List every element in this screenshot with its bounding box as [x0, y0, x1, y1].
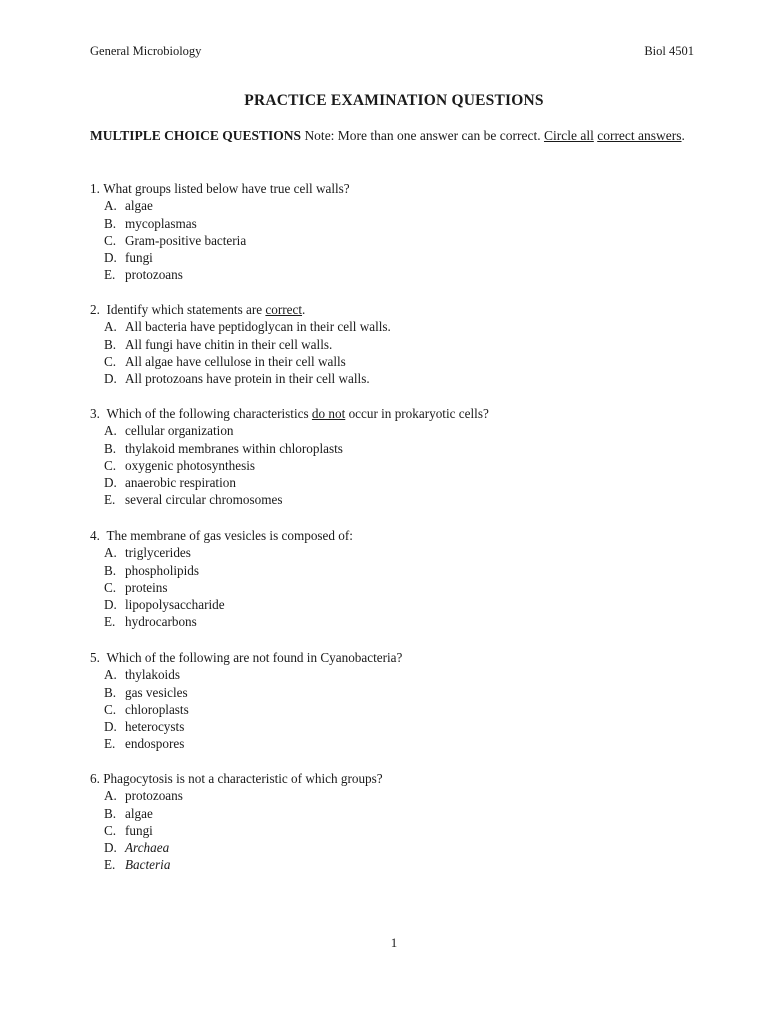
option-e: [90, 856, 710, 873]
question-text-suffix: occur in prokaryotic cells?: [345, 406, 489, 421]
option-letter: C.: [104, 701, 117, 717]
option-letter: C.: [104, 232, 117, 248]
option-d: [90, 839, 710, 856]
option-c: [90, 701, 710, 718]
option-letter: A.: [104, 788, 117, 804]
question-text: Which of the following are not found in Cyanobacteria?: [106, 650, 403, 665]
option-a: [90, 197, 710, 214]
option-text: protozoans: [125, 788, 183, 804]
option-text: oxygenic photosynthesis: [125, 457, 256, 473]
question-number: 3.: [90, 406, 100, 421]
option-text: cellular organization: [125, 423, 234, 439]
question-number: 5.: [90, 650, 100, 665]
option-text: All algae have cellulose in their cell walls: [125, 353, 346, 369]
question-stem: [90, 405, 710, 422]
option-letter: B.: [104, 684, 117, 700]
option-text: anaerobic respiration: [125, 475, 236, 491]
question-text-emphasis: correct: [265, 302, 303, 317]
instructions-circle-all: Circle all: [543, 128, 594, 143]
option-text: thylakoid membranes within chloroplasts: [125, 440, 343, 456]
question-stem: [90, 301, 710, 318]
question-text-prefix: Identify which statements are: [106, 302, 266, 317]
option-e: [90, 613, 710, 630]
option-a: [90, 787, 710, 804]
question-text-suffix: .: [302, 302, 306, 317]
instructions-period: .: [681, 128, 685, 143]
question-stem: [90, 770, 710, 787]
option-e: [90, 266, 710, 283]
option-text: hydrocarbons: [125, 614, 197, 630]
option-letter: D.: [104, 719, 117, 735]
question-3: [90, 405, 710, 509]
option-b: [90, 336, 710, 353]
question-text: Phagocytosis is not a characteristic of which groups?: [103, 771, 383, 786]
option-text: proteins: [125, 579, 168, 595]
option-letter: E.: [104, 736, 116, 752]
option-text: algae: [125, 198, 153, 214]
option-c: [90, 353, 710, 370]
option-text: Gram-positive bacteria: [125, 232, 247, 248]
option-a: [90, 544, 710, 561]
option-letter: B.: [104, 336, 117, 352]
option-c: [90, 822, 710, 839]
option-b: [90, 440, 710, 457]
option-text: All protozoans have protein in their cell walls.: [125, 371, 370, 387]
question-text-emphasis: do not: [311, 406, 346, 421]
option-d: [90, 474, 710, 491]
option-e: [90, 491, 710, 508]
option-letter: D.: [104, 840, 117, 856]
instructions: [90, 127, 710, 145]
option-letter: A.: [104, 545, 117, 561]
option-text: fungi: [125, 822, 153, 838]
option-letter: C.: [104, 579, 117, 595]
option-b: [90, 805, 710, 822]
question-6: [90, 770, 710, 874]
option-text: Archaea: [125, 840, 170, 856]
option-c: [90, 579, 710, 596]
option-letter: D.: [104, 250, 117, 266]
option-letter: D.: [104, 597, 117, 613]
option-text: several circular chromosomes: [125, 492, 283, 508]
option-letter: C.: [104, 457, 117, 473]
option-letter: A.: [104, 667, 117, 683]
option-c: [90, 457, 710, 474]
question-4: [90, 527, 710, 631]
option-text: heterocysts: [125, 719, 185, 735]
option-letter: E.: [104, 492, 116, 508]
instructions-correct-answers: correct answers: [597, 128, 682, 143]
option-text: lipopolysaccharide: [125, 597, 225, 613]
option-c: [90, 232, 710, 249]
question-text: The membrane of gas vesicles is composed of:: [106, 528, 353, 543]
question-stem: [90, 527, 710, 544]
option-text: thylakoids: [125, 667, 180, 683]
option-d: [90, 718, 710, 735]
question-text: What groups listed below have true cell walls?: [103, 181, 350, 196]
question-number: 2.: [90, 302, 100, 317]
option-d: [90, 596, 710, 613]
option-d: [90, 249, 710, 266]
course-code: Biol 4501: [644, 44, 694, 58]
page-title: PRACTICE EXAMINATION QUESTIONS: [244, 92, 544, 109]
question-text-prefix: Which of the following characteristics: [106, 406, 312, 421]
option-text: algae: [125, 805, 153, 821]
option-letter: A.: [104, 319, 117, 335]
page-number: 1: [390, 935, 398, 950]
option-text: mycoplasmas: [125, 215, 197, 231]
option-a: [90, 318, 710, 335]
question-number: 4.: [90, 528, 100, 543]
instructions-note: Note: More than one answer can be correct.: [301, 128, 544, 143]
question-stem: [90, 180, 710, 197]
option-text: All fungi have chitin in their cell walls.: [125, 336, 333, 352]
instructions-lead: MULTIPLE CHOICE QUESTIONS: [90, 128, 302, 143]
option-letter: B.: [104, 805, 117, 821]
option-letter: C.: [104, 353, 117, 369]
option-letter: C.: [104, 822, 117, 838]
question-5: [90, 649, 710, 753]
option-text: fungi: [125, 250, 153, 266]
question-1: [90, 180, 710, 284]
option-letter: B.: [104, 215, 117, 231]
option-text: gas vesicles: [125, 684, 188, 700]
option-letter: E.: [104, 267, 116, 283]
option-text: endospores: [125, 736, 185, 752]
option-text: All bacteria have peptidoglycan in their cell walls.: [125, 319, 391, 335]
question-2: [90, 301, 710, 387]
option-b: [90, 684, 710, 701]
question-number: 6.: [90, 771, 100, 786]
option-b: [90, 215, 710, 232]
question-number: 1.: [90, 181, 100, 196]
option-e: [90, 735, 710, 752]
option-letter: A.: [104, 198, 117, 214]
question-stem: [90, 649, 710, 666]
option-a: [90, 666, 710, 683]
option-letter: A.: [104, 423, 117, 439]
course-name: General Microbiology: [90, 44, 202, 58]
option-text: triglycerides: [125, 545, 191, 561]
option-letter: B.: [104, 440, 117, 456]
option-text: phospholipids: [125, 562, 200, 578]
option-a: [90, 422, 710, 439]
option-text: Bacteria: [125, 857, 171, 873]
option-letter: D.: [104, 371, 117, 387]
option-letter: B.: [104, 562, 117, 578]
option-letter: E.: [104, 857, 116, 873]
option-b: [90, 562, 710, 579]
option-text: chloroplasts: [125, 701, 189, 717]
option-d: [90, 370, 710, 387]
option-letter: E.: [104, 614, 116, 630]
option-letter: D.: [104, 475, 117, 491]
option-text: protozoans: [125, 267, 183, 283]
